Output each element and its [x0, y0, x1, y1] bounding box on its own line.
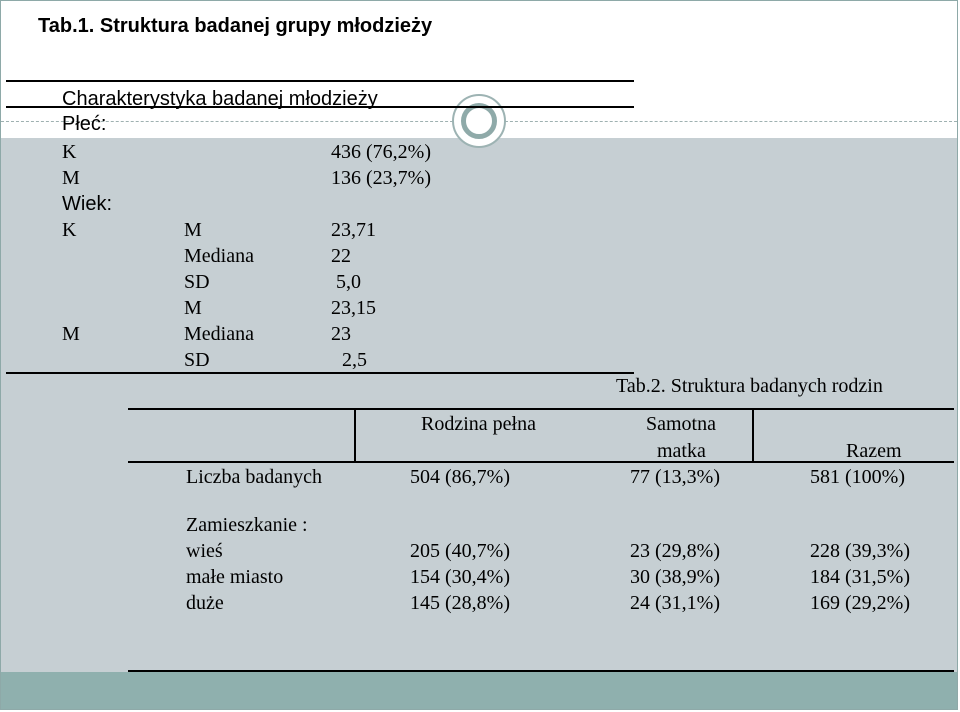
stat-value: 23,71 [331, 219, 376, 241]
row-label: wieś [186, 540, 223, 562]
stat-name: Mediana [184, 245, 254, 267]
cell-value: 504 (86,7%) [410, 466, 510, 488]
table2-header-rule [128, 461, 954, 463]
cell-value: 30 (38,9%) [630, 566, 720, 588]
stat-value: 23 [331, 323, 351, 345]
table1-header-rule [6, 106, 634, 108]
table2-col-divider [354, 408, 356, 462]
age-label: Wiek: [62, 193, 112, 215]
sex-row-label: K [62, 141, 77, 163]
stat-name: Mediana [184, 323, 254, 345]
table2-bottom-rule [128, 670, 954, 672]
row-label: małe miasto [186, 566, 284, 588]
footer-band [1, 672, 957, 709]
cell-value: 23 (29,8%) [630, 540, 720, 562]
stat-value: 2,5 [342, 349, 367, 371]
sex-row-value: 436 (76,2%) [331, 141, 431, 163]
stat-value: 22 [331, 245, 351, 267]
cell-value: 228 (39,3%) [810, 540, 910, 562]
table1-header: Charakterystyka badanej młodzieży [62, 88, 378, 110]
cell-value: 581 (100%) [810, 466, 905, 488]
column-header: Samotna [646, 413, 716, 435]
table1-bottom-rule [6, 372, 634, 374]
stat-value: 5,0 [336, 271, 361, 293]
cell-value: 154 (30,4%) [410, 566, 510, 588]
stat-value: 23,15 [331, 297, 376, 319]
cell-value: 24 (31,1%) [630, 592, 720, 614]
table2-col-divider [752, 408, 754, 462]
table1-title: Tab.1. Struktura badanej grupy młodzieży [38, 15, 433, 37]
column-header: Razem [846, 440, 902, 462]
sex-row-label: M [62, 167, 80, 189]
stat-name: M [184, 219, 202, 241]
section-label: Zamieszkanie : [186, 514, 308, 536]
decorative-circle-icon [452, 94, 506, 148]
cell-value: 169 (29,2%) [810, 592, 910, 614]
table2-title: Tab.2. Struktura badanych rodzin [616, 375, 883, 397]
age-group-label: K [62, 219, 77, 241]
column-header: matka [657, 440, 706, 462]
stat-name: SD [184, 349, 210, 371]
stat-name: M [184, 297, 202, 319]
cell-value: 77 (13,3%) [630, 466, 720, 488]
table1-top-rule [6, 80, 634, 82]
sex-row-value: 136 (23,7%) [331, 167, 431, 189]
cell-value: 145 (28,8%) [410, 592, 510, 614]
row-label: duże [186, 592, 224, 614]
column-header: Rodzina pełna [421, 413, 536, 435]
cell-value: 205 (40,7%) [410, 540, 510, 562]
stat-name: SD [184, 271, 210, 293]
count-row-label: Liczba badanych [186, 466, 323, 488]
age-group-label: M [62, 323, 80, 345]
table2-top-rule [128, 408, 954, 410]
sex-label: Płeć: [62, 113, 107, 135]
cell-value: 184 (31,5%) [810, 566, 910, 588]
